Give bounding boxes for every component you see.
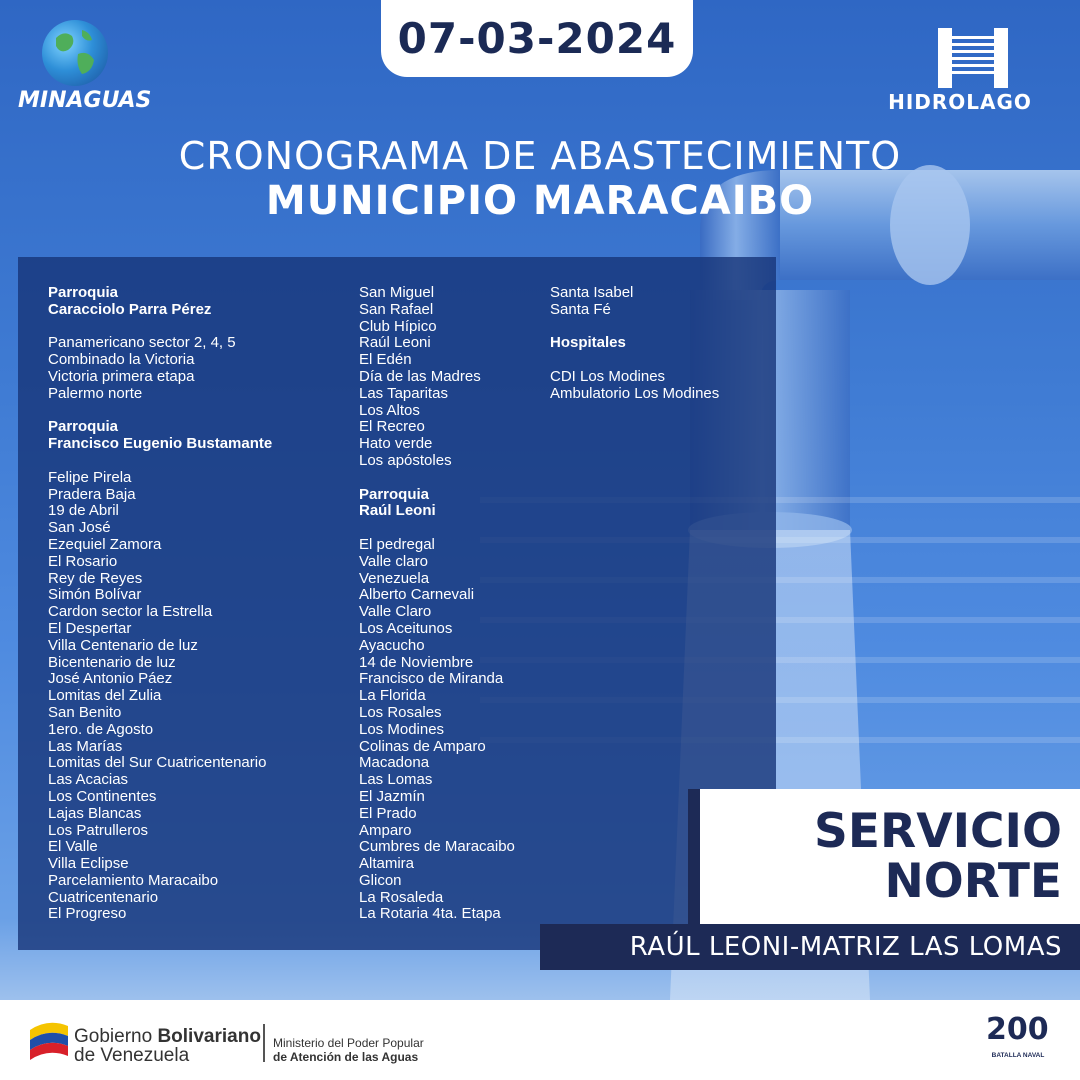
minaguas-logo-text: MINAGUAS [18, 88, 152, 113]
sector-item: Las Acacias [48, 771, 129, 789]
sector-item: Cumbres de Maracaibo [359, 838, 515, 856]
sector-item: La Rosaleda [359, 888, 444, 906]
section-heading: Parroquia [48, 284, 119, 301]
sector-item: Ayacucho [359, 636, 425, 654]
sector-item: El Prado [359, 804, 417, 822]
service-subtitle-bar [540, 924, 1080, 970]
sector-item: Día de las Madres [359, 367, 481, 385]
sector-item: San Rafael [359, 300, 434, 318]
sector-item: El Edén [359, 351, 412, 369]
sector-item: San José [48, 519, 111, 537]
sector-item: Villa Centenario de luz [48, 636, 198, 654]
sector-item: Altamira [359, 855, 415, 873]
list-spacer [48, 453, 272, 470]
service-label: SERVICIO [814, 803, 1062, 859]
section-heading: Hospitales [550, 334, 626, 352]
municipality-title: MUNICIPIO MARACAIBO [265, 178, 815, 224]
schedule-title: CRONOGRAMA DE ABASTECIMIENTO [178, 134, 902, 178]
venezuela-flag-icon [28, 1016, 70, 1060]
bicentenario-label: BATALLA NAVAL [991, 1052, 1045, 1059]
ministry-line-2: de Atención de las Aguas [273, 1050, 419, 1064]
sector-item: Hato verde [359, 435, 433, 453]
ministry-text [273, 1036, 424, 1064]
hidrolago-logo [880, 28, 1040, 118]
sector-item: Felipe Pirela [48, 468, 132, 486]
sector-item: Los apóstoles [359, 451, 452, 469]
sector-item: Los Aceitunos [359, 619, 453, 637]
sector-item: Lomitas del Sur Cuatricentenario [48, 754, 267, 772]
sector-item: Alberto Carnevali [359, 586, 475, 604]
sector-item: 1ero. de Agosto [48, 720, 154, 738]
sector-item: Las Marías [48, 737, 123, 755]
list-spacer [48, 403, 272, 420]
bicentenario-logo [982, 1012, 1054, 1072]
sector-item: Club Hípico [359, 317, 437, 335]
list-spacer [359, 470, 515, 487]
gov-line-2: de Venezuela [74, 1045, 190, 1066]
sector-item: El Valle [48, 838, 98, 856]
sector-item: Los Rosales [359, 703, 442, 721]
sector-item: Panamericano sector 2, 4, 5 [48, 334, 236, 352]
globe-icon [42, 20, 108, 86]
section-heading: Francisco Eugenio Bustamante [48, 435, 273, 453]
sector-item: Simón Bolívar [48, 586, 142, 604]
sector-item: El Progreso [48, 905, 127, 923]
sector-item: Venezuela [359, 569, 430, 587]
sector-item: 19 de Abril [48, 502, 119, 520]
gov-line-1: Gobierno Bolivariano [74, 1026, 261, 1047]
sector-item: El Rosario [48, 552, 118, 570]
sector-item: José Antonio Páez [48, 670, 173, 688]
sector-item: La Rotaria 4ta. Etapa [359, 905, 501, 923]
sector-item: CDI Los Modines [550, 367, 666, 385]
sector-item: San Benito [48, 703, 122, 721]
sector-item: Combinado la Victoria [48, 351, 195, 369]
sector-item: Santa Fé [550, 300, 611, 318]
sector-item: Glicon [359, 871, 402, 889]
section-heading: Parroquia [48, 418, 119, 436]
footer-divider [263, 1024, 265, 1062]
sector-item: Colinas de Amparo [359, 737, 486, 755]
gobierno-bolivariano-logo [28, 1012, 268, 1068]
list-spacer [550, 352, 719, 369]
section-heading: Raúl Leoni [359, 502, 436, 520]
service-box [700, 789, 1080, 924]
hidrolago-h-icon [934, 28, 1012, 88]
sector-item: Valle Claro [359, 603, 432, 621]
sector-item: Los Modines [359, 720, 445, 738]
service-zone: NORTE [884, 853, 1062, 909]
sector-item: Amparo [359, 821, 412, 839]
sector-item: Parcelamiento Maracaibo [48, 871, 219, 889]
sector-item: Pradera Baja [48, 485, 136, 503]
sector-item: Lomitas del Zulia [48, 687, 162, 705]
sector-item: El Jazmín [359, 787, 425, 805]
sector-item: Ezequiel Zamora [48, 535, 162, 553]
sector-item: El Despertar [48, 619, 132, 637]
date-tab [381, 0, 693, 77]
sector-item: San Miguel [359, 284, 435, 301]
sector-item: Las Taparitas [359, 384, 448, 402]
sector-item: Los Continentes [48, 787, 157, 805]
bicentenario-number: 200 [986, 1012, 1049, 1047]
sector-item: Ambulatorio Los Modines [550, 384, 720, 402]
sector-item: Villa Eclipse [48, 855, 129, 873]
sector-item: Palermo norte [48, 384, 143, 402]
sector-item: Cuatricentenario [48, 888, 159, 906]
list-spacer [550, 319, 719, 336]
sector-item: Lajas Blancas [48, 804, 142, 822]
minaguas-logo [18, 20, 152, 120]
sector-item: Rey de Reyes [48, 569, 143, 587]
sector-item: Las Lomas [359, 771, 433, 789]
sector-item: Los Altos [359, 401, 420, 419]
sector-item: 14 de Noviembre [359, 653, 474, 671]
sector-item: Cardon sector la Estrella [48, 603, 213, 621]
sector-item: Raúl Leoni [359, 334, 431, 352]
list-spacer [359, 520, 515, 537]
ministry-line-1: Ministerio del Poder Popular [273, 1036, 424, 1050]
sector-item: La Florida [359, 687, 426, 705]
sector-item: Valle claro [359, 552, 428, 570]
sector-item: El pedregal [359, 535, 435, 553]
sector-item: El Recreo [359, 418, 425, 436]
sector-item: Macadona [359, 754, 430, 772]
sector-item: Los Patrulleros [48, 821, 149, 839]
sector-column-1 [48, 285, 272, 923]
sector-item: Bicentenario de luz [48, 653, 176, 671]
schedule-date: 07-03-2024 [397, 14, 677, 63]
section-heading: Parroquia [359, 485, 430, 503]
sector-column-3 [550, 285, 719, 403]
hidrolago-logo-text: HIDROLAGO [888, 90, 1032, 114]
service-subtitle: RAÚL LEONI-MATRIZ LAS LOMAS [629, 932, 1062, 962]
sector-item: Victoria primera etapa [48, 367, 195, 385]
list-spacer [48, 319, 272, 336]
sector-column-2 [359, 285, 515, 923]
sector-item: Santa Isabel [550, 284, 634, 301]
section-heading: Caracciolo Parra Pérez [48, 300, 212, 318]
sector-item: Francisco de Miranda [359, 670, 504, 688]
